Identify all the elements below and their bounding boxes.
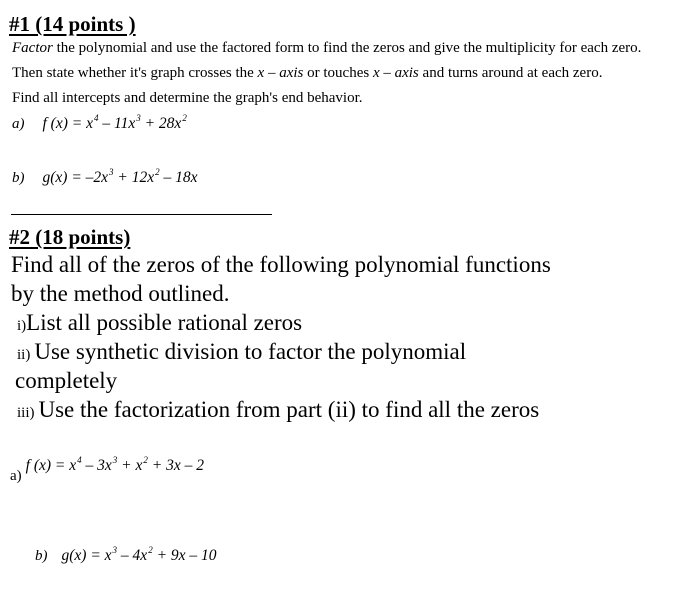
step-3-numeral: iii) (17, 405, 35, 421)
part-b-label-2: b) (35, 548, 48, 564)
problem1-instruction-line2 (12, 65, 602, 82)
problem1-heading: #1 (14 points ) (9, 12, 136, 36)
problem2-part-b (35, 547, 217, 565)
factor-word: Factor (12, 40, 53, 56)
problem2-intro-line2: by the method outlined. (11, 281, 230, 306)
problem1-part-a (12, 115, 187, 133)
problem1-instruction-line1 (12, 40, 641, 57)
polynomial-f-2a: f $(x) = x^4 - 3x^3 + x^2 + 3x - 2$ (25, 455, 204, 474)
polynomial-g-2b: $g(x) = x^3 - 4x^2 + 9x - 10$ (61, 545, 217, 564)
step-2 (17, 339, 466, 365)
polynomial-f-1a: f $(x) = x^4 - 11x^3 + 28x^2$ (42, 113, 187, 132)
part-a-label: a) (12, 116, 25, 132)
step-1-text: List all possible rational zeros (26, 310, 303, 335)
problem2-intro-line1: Find all of the zeros of the following polynomial functions (11, 252, 551, 277)
part-a-label-2: a) (10, 468, 22, 484)
problem2-heading: #2 (18 points) (9, 225, 131, 249)
step-1-numeral: i) (17, 318, 27, 334)
problem1-instruction-line3: Find all intercepts and determine the graph's end behavior. (12, 90, 363, 106)
problem2-part-a (10, 455, 204, 484)
section-divider (11, 214, 272, 215)
step-2-text: Use synthetic division to factor the polynomial (34, 339, 467, 364)
line2-pre: Then state whether it's graph crosses the (12, 65, 258, 81)
polynomial-g-1b: $g(x) = -2x^3 + 12x^2 - 18x$ (42, 167, 198, 186)
step-2-continued: completely (15, 368, 118, 393)
x-axis-term-2: x – axis (372, 65, 419, 81)
part-b-label: b) (12, 170, 25, 186)
step-2-numeral: ii) (17, 347, 31, 363)
step-3 (17, 397, 539, 423)
line2-post: and turns around at each zero. (418, 65, 603, 81)
step-1 (17, 310, 302, 336)
problem1-part-b (12, 169, 198, 187)
step-3-text: Use the factorization from part (ii) to find all the zeros (38, 397, 540, 422)
line1-rest: the polynomial and use the factored form to find the zeros and give the multiplicity for each zero. (52, 40, 642, 56)
x-axis-term-1: x – axis (257, 65, 304, 81)
line2-mid: or touches (303, 65, 373, 81)
